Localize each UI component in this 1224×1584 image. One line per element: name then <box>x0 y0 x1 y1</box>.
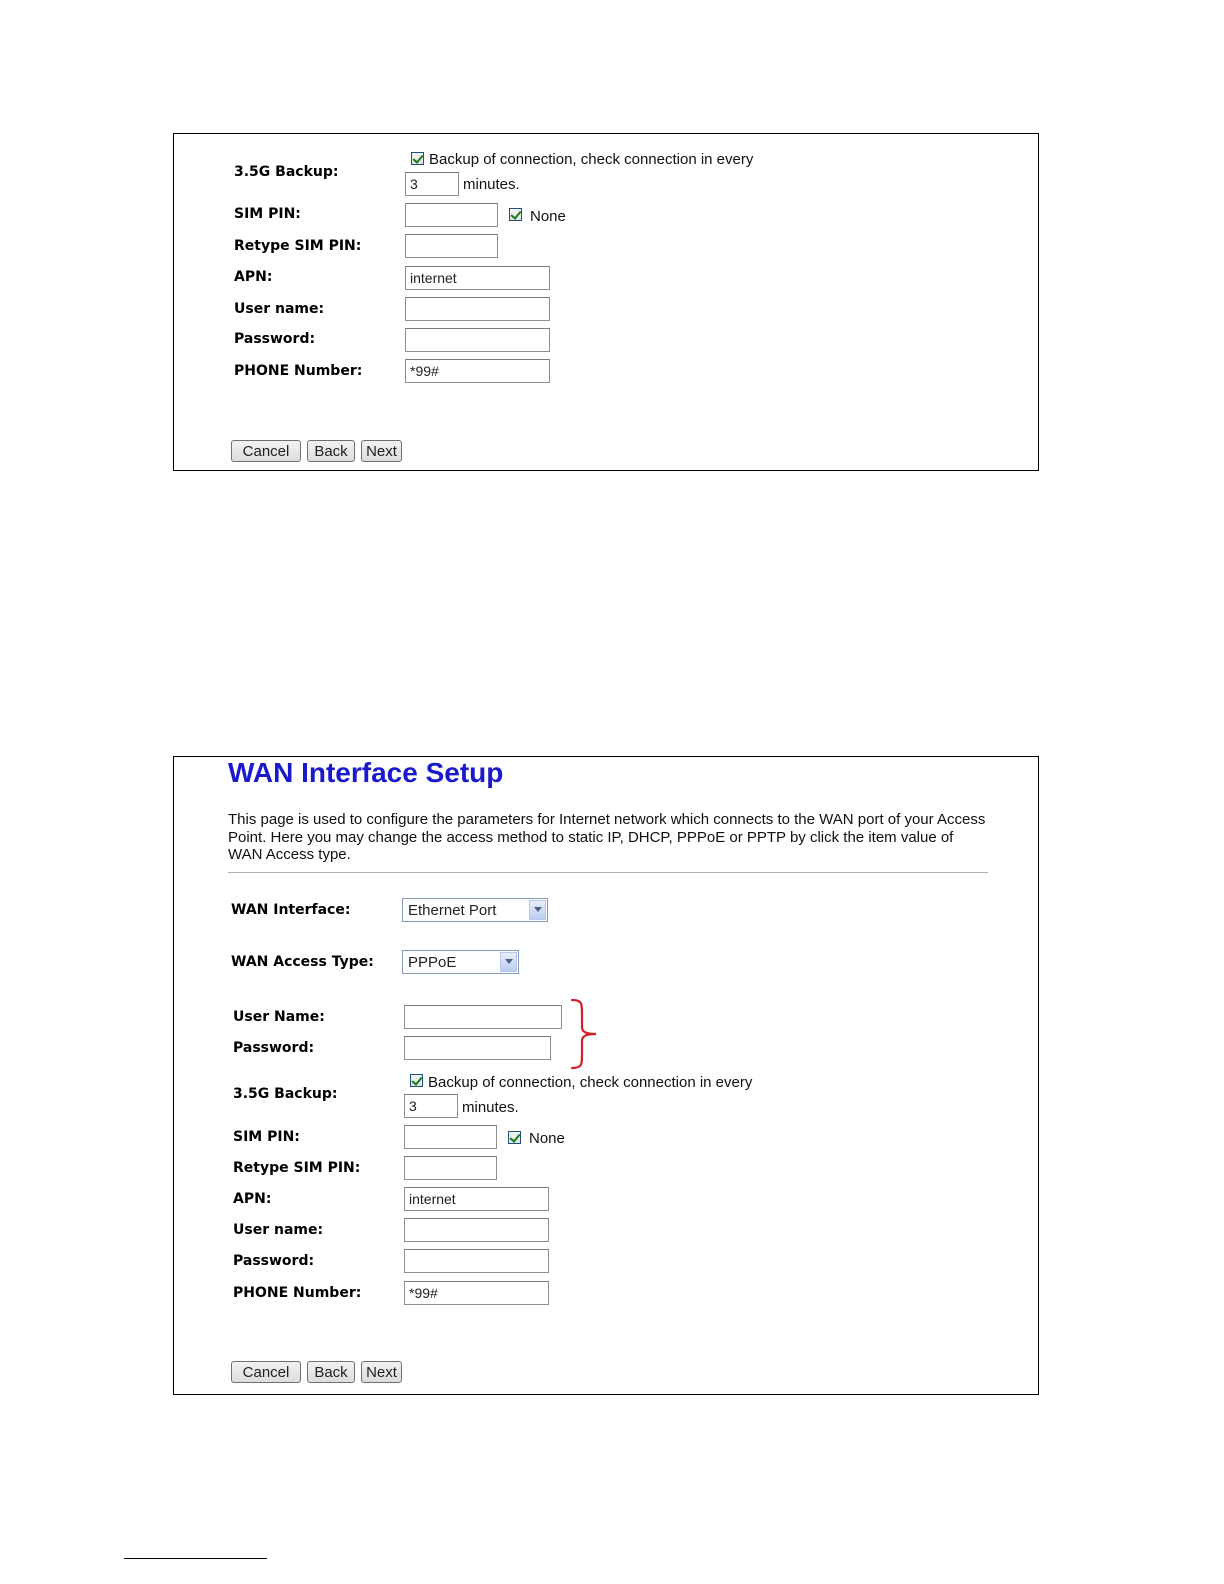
phone-number-label: PHONE Number: <box>233 1285 362 1301</box>
apn-label: APN: <box>234 269 273 285</box>
red-brace-annotation <box>568 997 604 1071</box>
pppoe-password-input[interactable] <box>404 1036 551 1060</box>
wan-access-type-label: WAN Access Type: <box>231 954 374 970</box>
page-description: This page is used to configure the parameters for Internet network which connects to the WAN port of your Access Point. Here you may change the access method to static IP, DHCP, PPPoE or PPTP by click the item value of WAN Access type. <box>228 811 986 863</box>
cancel-button[interactable]: Cancel <box>231 1361 301 1383</box>
wan-interface-label: WAN Interface: <box>231 902 351 918</box>
chevron-down-icon[interactable] <box>529 900 546 920</box>
footnote-separator <box>124 1558 267 1559</box>
wan-access-type-select[interactable] <box>402 950 519 974</box>
apn-input[interactable] <box>405 266 550 290</box>
wan-interface-select[interactable] <box>402 898 548 922</box>
username-label: User name: <box>234 301 325 317</box>
apn-label: APN: <box>233 1191 272 1207</box>
username-label: User name: <box>233 1222 324 1238</box>
next-button[interactable]: Next <box>361 440 402 462</box>
backup-checkbox-label: Backup of connection, check connection in every <box>428 1074 753 1091</box>
wan-access-type-value: PPPoE <box>408 954 457 971</box>
chevron-down-icon[interactable] <box>500 952 517 972</box>
divider <box>228 872 988 873</box>
sim-pin-none-checkbox[interactable] <box>508 1131 521 1144</box>
top-screenshot-frame <box>173 133 1039 471</box>
password-input[interactable] <box>404 1249 549 1273</box>
retype-sim-pin-label: Retype SIM PIN: <box>234 238 362 254</box>
sim-pin-input[interactable] <box>404 1125 497 1149</box>
sim-pin-label: SIM PIN: <box>234 206 301 222</box>
phone-number-input[interactable] <box>405 359 550 383</box>
pppoe-username-input[interactable] <box>404 1005 562 1029</box>
retype-sim-pin-input[interactable] <box>404 1156 497 1180</box>
interval-unit-label: minutes. <box>463 176 520 193</box>
page-title: WAN Interface Setup <box>228 757 504 788</box>
backup-checkbox[interactable] <box>410 1074 423 1087</box>
retype-sim-pin-input[interactable] <box>405 234 498 258</box>
password-input[interactable] <box>405 328 550 352</box>
bottom-screenshot-frame <box>173 756 1039 1395</box>
sim-pin-none-label: None <box>530 208 566 225</box>
password-label: Password: <box>234 331 316 347</box>
phone-number-label: PHONE Number: <box>234 363 363 379</box>
backup-interval-input[interactable] <box>405 172 459 196</box>
sim-pin-none-checkbox[interactable] <box>509 208 522 221</box>
backup-checkbox[interactable] <box>411 152 424 165</box>
backup-label: 3.5G Backup: <box>234 164 339 180</box>
sim-pin-input[interactable] <box>405 203 498 227</box>
wan-interface-value: Ethernet Port <box>408 902 497 919</box>
interval-unit-label: minutes. <box>462 1099 519 1116</box>
username-input[interactable] <box>405 297 550 321</box>
retype-sim-pin-label: Retype SIM PIN: <box>233 1160 361 1176</box>
backup-checkbox-label: Backup of connection, check connection in every <box>429 151 754 168</box>
phone-number-input[interactable] <box>404 1281 549 1305</box>
back-button[interactable]: Back <box>307 1361 355 1383</box>
apn-input[interactable] <box>404 1187 549 1211</box>
backup-label: 3.5G Backup: <box>233 1086 338 1102</box>
pppoe-password-label: Password: <box>233 1040 315 1056</box>
sim-pin-none-label: None <box>529 1130 565 1147</box>
backup-interval-input[interactable] <box>404 1094 458 1118</box>
back-button[interactable]: Back <box>307 440 355 462</box>
next-button[interactable]: Next <box>361 1361 402 1383</box>
pppoe-username-label: User Name: <box>233 1009 325 1025</box>
password-label: Password: <box>233 1253 315 1269</box>
cancel-button[interactable]: Cancel <box>231 440 301 462</box>
username-input[interactable] <box>404 1218 549 1242</box>
sim-pin-label: SIM PIN: <box>233 1129 300 1145</box>
